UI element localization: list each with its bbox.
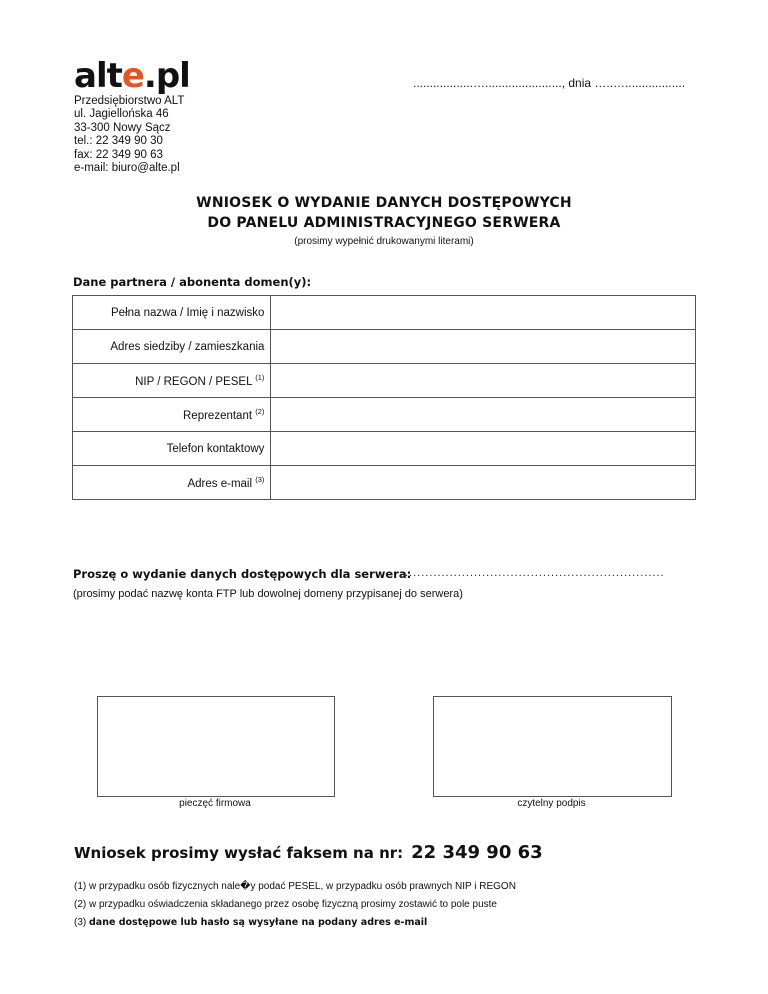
company-city: 33-300 Nowy Sącz: [74, 121, 171, 134]
address-field[interactable]: [271, 330, 696, 364]
footnote-2: (2) w przypadku oświadczenia składanego przez osobę fizyczną prosimy zostawić to pole puste: [74, 899, 497, 910]
signature-box[interactable]: [433, 696, 672, 797]
title-line-1: WNIOSEK O WYDANIE DANYCH DOSTĘPOWYCH: [196, 195, 572, 211]
partner-form-table: [72, 295, 696, 500]
company-name: Przedsiębiorstwo ALT: [74, 95, 185, 107]
footnote-3-prefix: (3): [74, 917, 89, 928]
footnote-ref: (3): [255, 475, 265, 484]
footnote-ref: (2): [255, 407, 265, 416]
partner-section-heading: Dane partnera / abonenta domen(y):: [73, 275, 312, 289]
form-label: Pełna nazwa / Imię i nazwisko: [73, 296, 271, 330]
fax-instruction: [74, 842, 543, 863]
company-stamp-label: pieczęć firmowa: [179, 798, 251, 809]
footnote-1: (1) w przypadku osób fizycznych nale�y podać PESEL, w przypadku osób prawnych NIP i REGON: [74, 881, 516, 892]
form-label: Reprezentant $^{(2)}$: [73, 398, 271, 432]
company-address: [74, 95, 184, 175]
footnote-3: [74, 914, 516, 932]
form-row-full-name: [73, 296, 696, 330]
title-line-2: DO PANELU ADMINISTRACYJNEGO SERWERA: [207, 215, 561, 231]
form-row-phone: [73, 432, 696, 466]
company-street: ul. Jagiellońska 46: [74, 108, 169, 121]
fax-text: Wniosek prosimy wysłać faksem na nr:: [74, 844, 404, 862]
logo-part-e: e: [121, 56, 144, 96]
logo-part-pl: .pl: [143, 56, 190, 96]
form-row-representative: [73, 398, 696, 432]
server-name-field[interactable]: ................................................................: [405, 567, 665, 579]
form-row-address: [73, 330, 696, 364]
server-request-note: (prosimy podać nazwę konta FTP lub dowolnej domeny przypisanej do serwera): [73, 588, 463, 600]
footnote-ref: (1): [255, 373, 265, 382]
form-label: NIP / REGON / PESEL $^{(1)}$: [73, 364, 271, 398]
date-place-line: ..................…......................., dnia …..…..................: [413, 76, 686, 90]
company-phone: tel.: 22 349 90 30: [74, 135, 163, 148]
company-logo: [74, 56, 190, 96]
company-stamp-box[interactable]: [97, 696, 335, 797]
full-name-field[interactable]: [271, 296, 696, 330]
tax-id-field[interactable]: [271, 364, 696, 398]
footnotes: [74, 878, 516, 932]
company-fax: fax: 22 349 90 63: [74, 148, 163, 161]
form-label: Telefon kontaktowy: [73, 432, 271, 466]
document-title: [0, 193, 768, 233]
fax-number: 22 349 90 63: [411, 842, 543, 863]
form-row-tax-id: [73, 364, 696, 398]
document-subtitle: (prosimy wypełnić drukowanymi literami): [294, 236, 474, 247]
phone-field[interactable]: [271, 432, 696, 466]
form-label: Adres siedziby / zamieszkania: [73, 330, 271, 364]
form-label: Adres e-mail $^{(3)}$: [73, 466, 271, 500]
signature-label: czytelny podpis: [517, 798, 586, 809]
form-row-email: [73, 466, 696, 500]
logo-part-alt: alt: [74, 56, 122, 96]
server-request-text: Proszę o wydanie danych dostępowych dla serwera:: [73, 567, 412, 581]
footnote-3-text: dane dostępowe lub hasło są wysyłane na podany adres e-mail: [89, 917, 428, 928]
representative-field[interactable]: [271, 398, 696, 432]
email-field[interactable]: [271, 466, 696, 500]
company-email: e-mail: biuro@alte.pl: [74, 162, 180, 175]
